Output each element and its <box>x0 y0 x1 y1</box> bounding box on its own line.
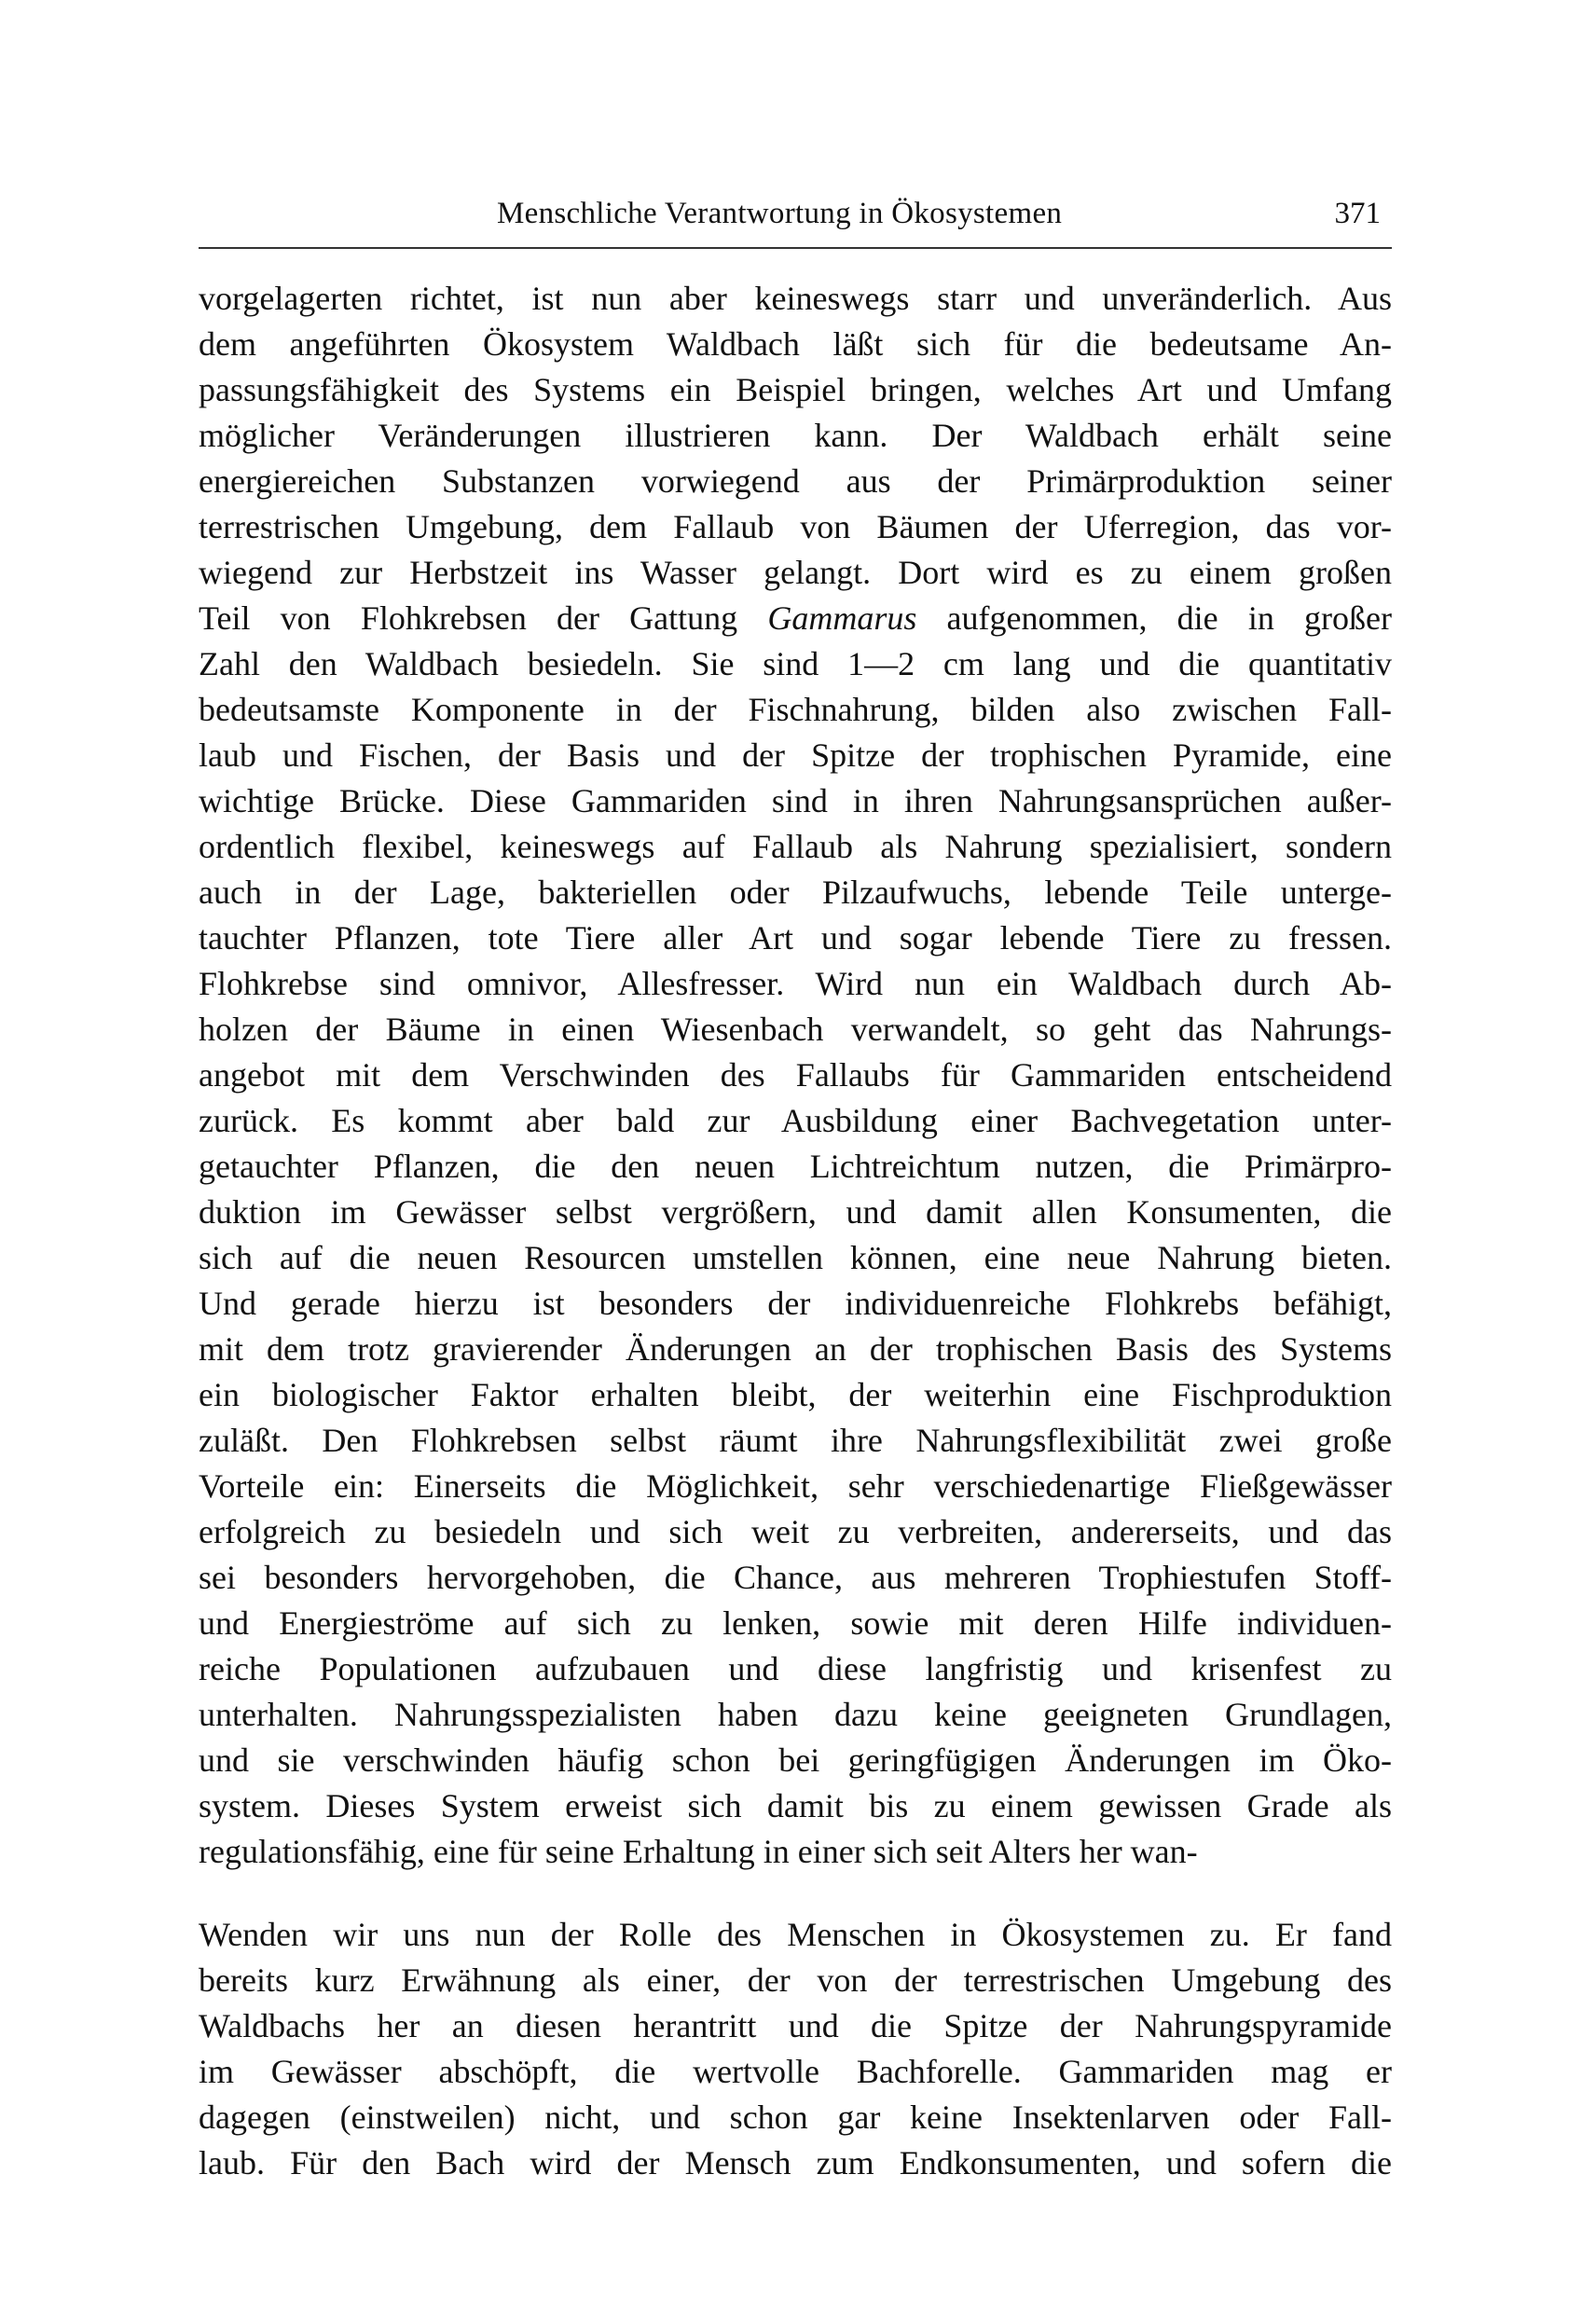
text-line: tauchter Pflanzen, tote Tiere aller Art und sogar lebende Tiere zu fressen. <box>199 919 1392 956</box>
text-line: wichtige Brücke. Diese Gammariden sind in ihren Nahrungsansprüchen außer- <box>199 782 1392 819</box>
text-segment: aufgenommen, die in großer <box>916 599 1392 637</box>
text-line: ordentlich flexibel, keineswegs auf Fallaub als Nahrung spezialisiert, sondern <box>199 828 1392 865</box>
text-line: passungsfähigkeit des Systems ein Beispiel bringen, welches Art und Umfang <box>199 371 1392 408</box>
text-line: wiegend zur Herbstzeit ins Wasser gelangt. Dort wird es zu einem großen <box>199 554 1392 591</box>
text-line: sich auf die neuen Resourcen umstellen können, eine neue Nahrung bieten. <box>199 1239 1392 1276</box>
text-line: zuläßt. Den Flohkrebsen selbst räumt ihre Nahrungsflexibilität zwei große <box>199 1422 1392 1459</box>
text-line: terrestrischen Umgebung, dem Fallaub von Bäumen der Uferregion, das vor- <box>199 508 1392 545</box>
text-line: getauchter Pflanzen, die den neuen Lichtreichtum nutzen, die Primärpro- <box>199 1148 1392 1185</box>
text-line: unterhalten. Nahrungsspezialisten haben dazu keine geeigneten Grundlagen, <box>199 1696 1392 1733</box>
text-line: bedeutsamste Komponente in der Fischnahrung, bilden also zwischen Fall- <box>199 691 1392 728</box>
text-line: Wenden wir uns nun der Rolle des Menschen in Ökosystemen zu. Er fand <box>199 1916 1392 1953</box>
text-line: laub. Für den Bach wird der Mensch zum Endkonsumenten, und sofern die <box>199 2144 1392 2181</box>
text-line: reiche Populationen aufzubauen und diese langfristig und krisenfest zu <box>199 1650 1392 1687</box>
text-line: möglicher Veränderungen illustrieren kann. Der Waldbach erhält seine <box>199 417 1392 454</box>
text-line: dagegen (einstweilen) nicht, und schon gar keine Insektenlarven oder Fall- <box>199 2099 1392 2136</box>
text-line: erfolgreich zu besiedeln und sich weit zu verbreiten, andererseits, und das <box>199 1513 1392 1550</box>
page-number: 371 <box>1334 197 1381 230</box>
text-line: zurück. Es kommt aber bald zur Ausbildung einer Bachvegetation unter- <box>199 1102 1392 1139</box>
text-line: Waldbachs her an diesen herantritt und die Spitze der Nahrungspyramide <box>199 2007 1392 2044</box>
text-line: dem angeführten Ökosystem Waldbach läßt sich für die bedeutsame An- <box>199 325 1392 363</box>
text-line: im Gewässer abschöpft, die wertvolle Bachforelle. Gammariden mag er <box>199 2053 1392 2090</box>
text-line: und Energieströme auf sich zu lenken, sowie mit deren Hilfe individuen- <box>199 1604 1392 1642</box>
text-line: Flohkrebse sind omnivor, Allesfresser. Wird nun ein Waldbach durch Ab- <box>199 965 1392 1002</box>
text-line: laub und Fischen, der Basis und der Spitze der trophischen Pyramide, eine <box>199 736 1392 774</box>
text-line: Zahl den Waldbach besiedeln. Sie sind 1—2 cm lang und die quantitativ <box>199 645 1392 682</box>
text-line: sei besonders hervorgehoben, die Chance, aus mehreren Trophiestufen Stoff- <box>199 1559 1392 1596</box>
text-segment: Teil von Flohkrebsen der Gattung <box>199 599 768 637</box>
text-line: bereits kurz Erwähnung als einer, der von der terrestrischen Umgebung des <box>199 1961 1392 1999</box>
body-text <box>199 276 1392 2186</box>
text-line: energiereichen Substanzen vorwiegend aus der Primärproduktion seiner <box>199 462 1392 500</box>
text-line: und sie verschwinden häufig schon bei geringfügigen Änderungen im Öko- <box>199 1741 1392 1779</box>
text-line: holzen der Bäume in einen Wiesenbach verwandelt, so geht das Nahrungs- <box>199 1011 1392 1048</box>
genus-name-italic: Gammarus <box>767 599 917 637</box>
paragraph-gap <box>199 1875 1392 1912</box>
text-line: Und gerade hierzu ist besonders der individuenreiche Flohkrebs befähigt, <box>199 1285 1392 1322</box>
text-line: angebot mit dem Verschwinden des Fallaubs für Gammariden entscheidend <box>199 1056 1392 1094</box>
header-rule <box>199 247 1392 249</box>
running-title: Menschliche Verantwortung in Ökosystemen <box>497 197 1063 230</box>
running-header <box>199 190 1392 237</box>
text-line: ein biologischer Faktor erhalten bleibt, der weiterhin eine Fischproduktion <box>199 1376 1392 1413</box>
text-line: mit dem trotz gravierender Änderungen an der trophischen Basis des Systems <box>199 1330 1392 1368</box>
text-line: vorgelagerten richtet, ist nun aber keineswegs starr und unveränderlich. Aus <box>199 280 1392 317</box>
text-line: duktion im Gewässer selbst vergrößern, und damit allen Konsumenten, die <box>199 1193 1392 1231</box>
text-line: auch in der Lage, bakteriellen oder Pilzaufwuchs, lebende Teile unterge- <box>199 874 1392 911</box>
paragraph-1 <box>199 276 1392 1875</box>
paragraph-2 <box>199 1912 1392 2186</box>
text-line: system. Dieses System erweist sich damit bis zu einem gewissen Grade als <box>199 1787 1392 1824</box>
text-line-with-italic <box>199 596 1392 641</box>
text-line: Vorteile ein: Einerseits die Möglichkeit, sehr verschiedenartige Fließgewässer <box>199 1467 1392 1505</box>
text-line: regulationsfähig, eine für seine Erhaltung in einer sich seit Alters her wan- <box>199 1833 1198 1870</box>
